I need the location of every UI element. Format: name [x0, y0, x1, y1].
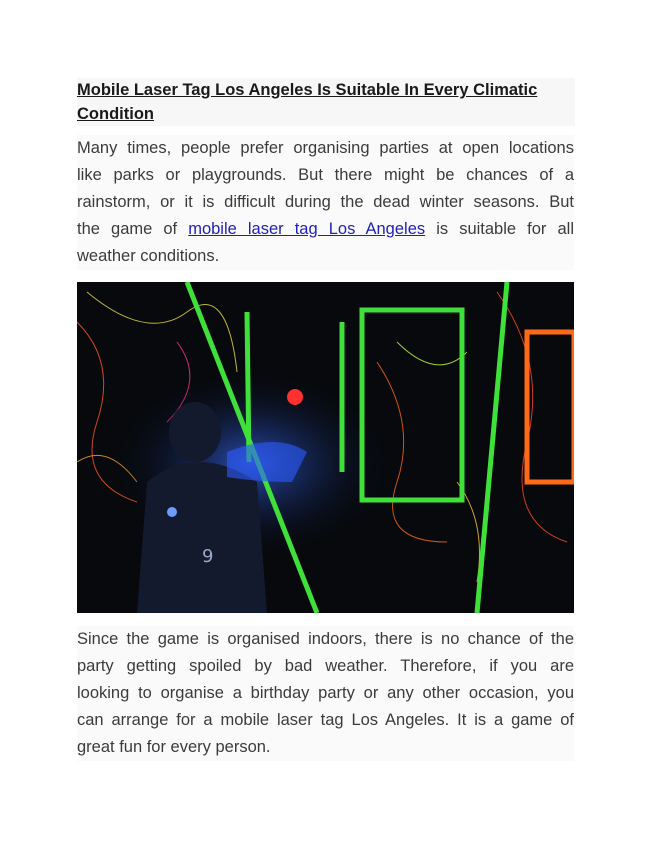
heading-line: Mobile Laser Tag Los Angeles Is Suitable In Every Climatic [77, 81, 538, 99]
text-fragment: is suitable for all [425, 220, 574, 238]
svg-text:9: 9 [202, 546, 214, 567]
mobile-laser-tag-link[interactable]: mobile laser tag Los Angeles [188, 220, 426, 238]
article-heading [77, 78, 575, 126]
text-line: weather conditions. [77, 247, 220, 265]
heading-line: Condition [77, 105, 154, 123]
paragraph-indoors [77, 626, 574, 761]
text-line: great fun for every person. [77, 738, 271, 756]
text-line: party getting spoiled by bad weather. Therefore, if you are [77, 657, 574, 675]
paragraph-intro [77, 135, 574, 270]
laser-tag-photo [77, 282, 574, 613]
text-line: rainstorm, or it is difficult during the dead winter seasons. But [77, 193, 574, 211]
text-line: Since the game is organised indoors, there is no chance of the [77, 630, 574, 648]
text-line: Many times, people prefer organising parties at open locations [77, 139, 574, 157]
text-line: looking to organise a birthday party or any other occasion, you [77, 684, 574, 702]
text-line: like parks or playgrounds. But there might be chances of a [77, 166, 574, 184]
text-fragment: the game of [77, 220, 189, 238]
text-line: can arrange for a mobile laser tag Los Angeles. It is a game of [77, 711, 574, 729]
text-line [77, 216, 574, 243]
